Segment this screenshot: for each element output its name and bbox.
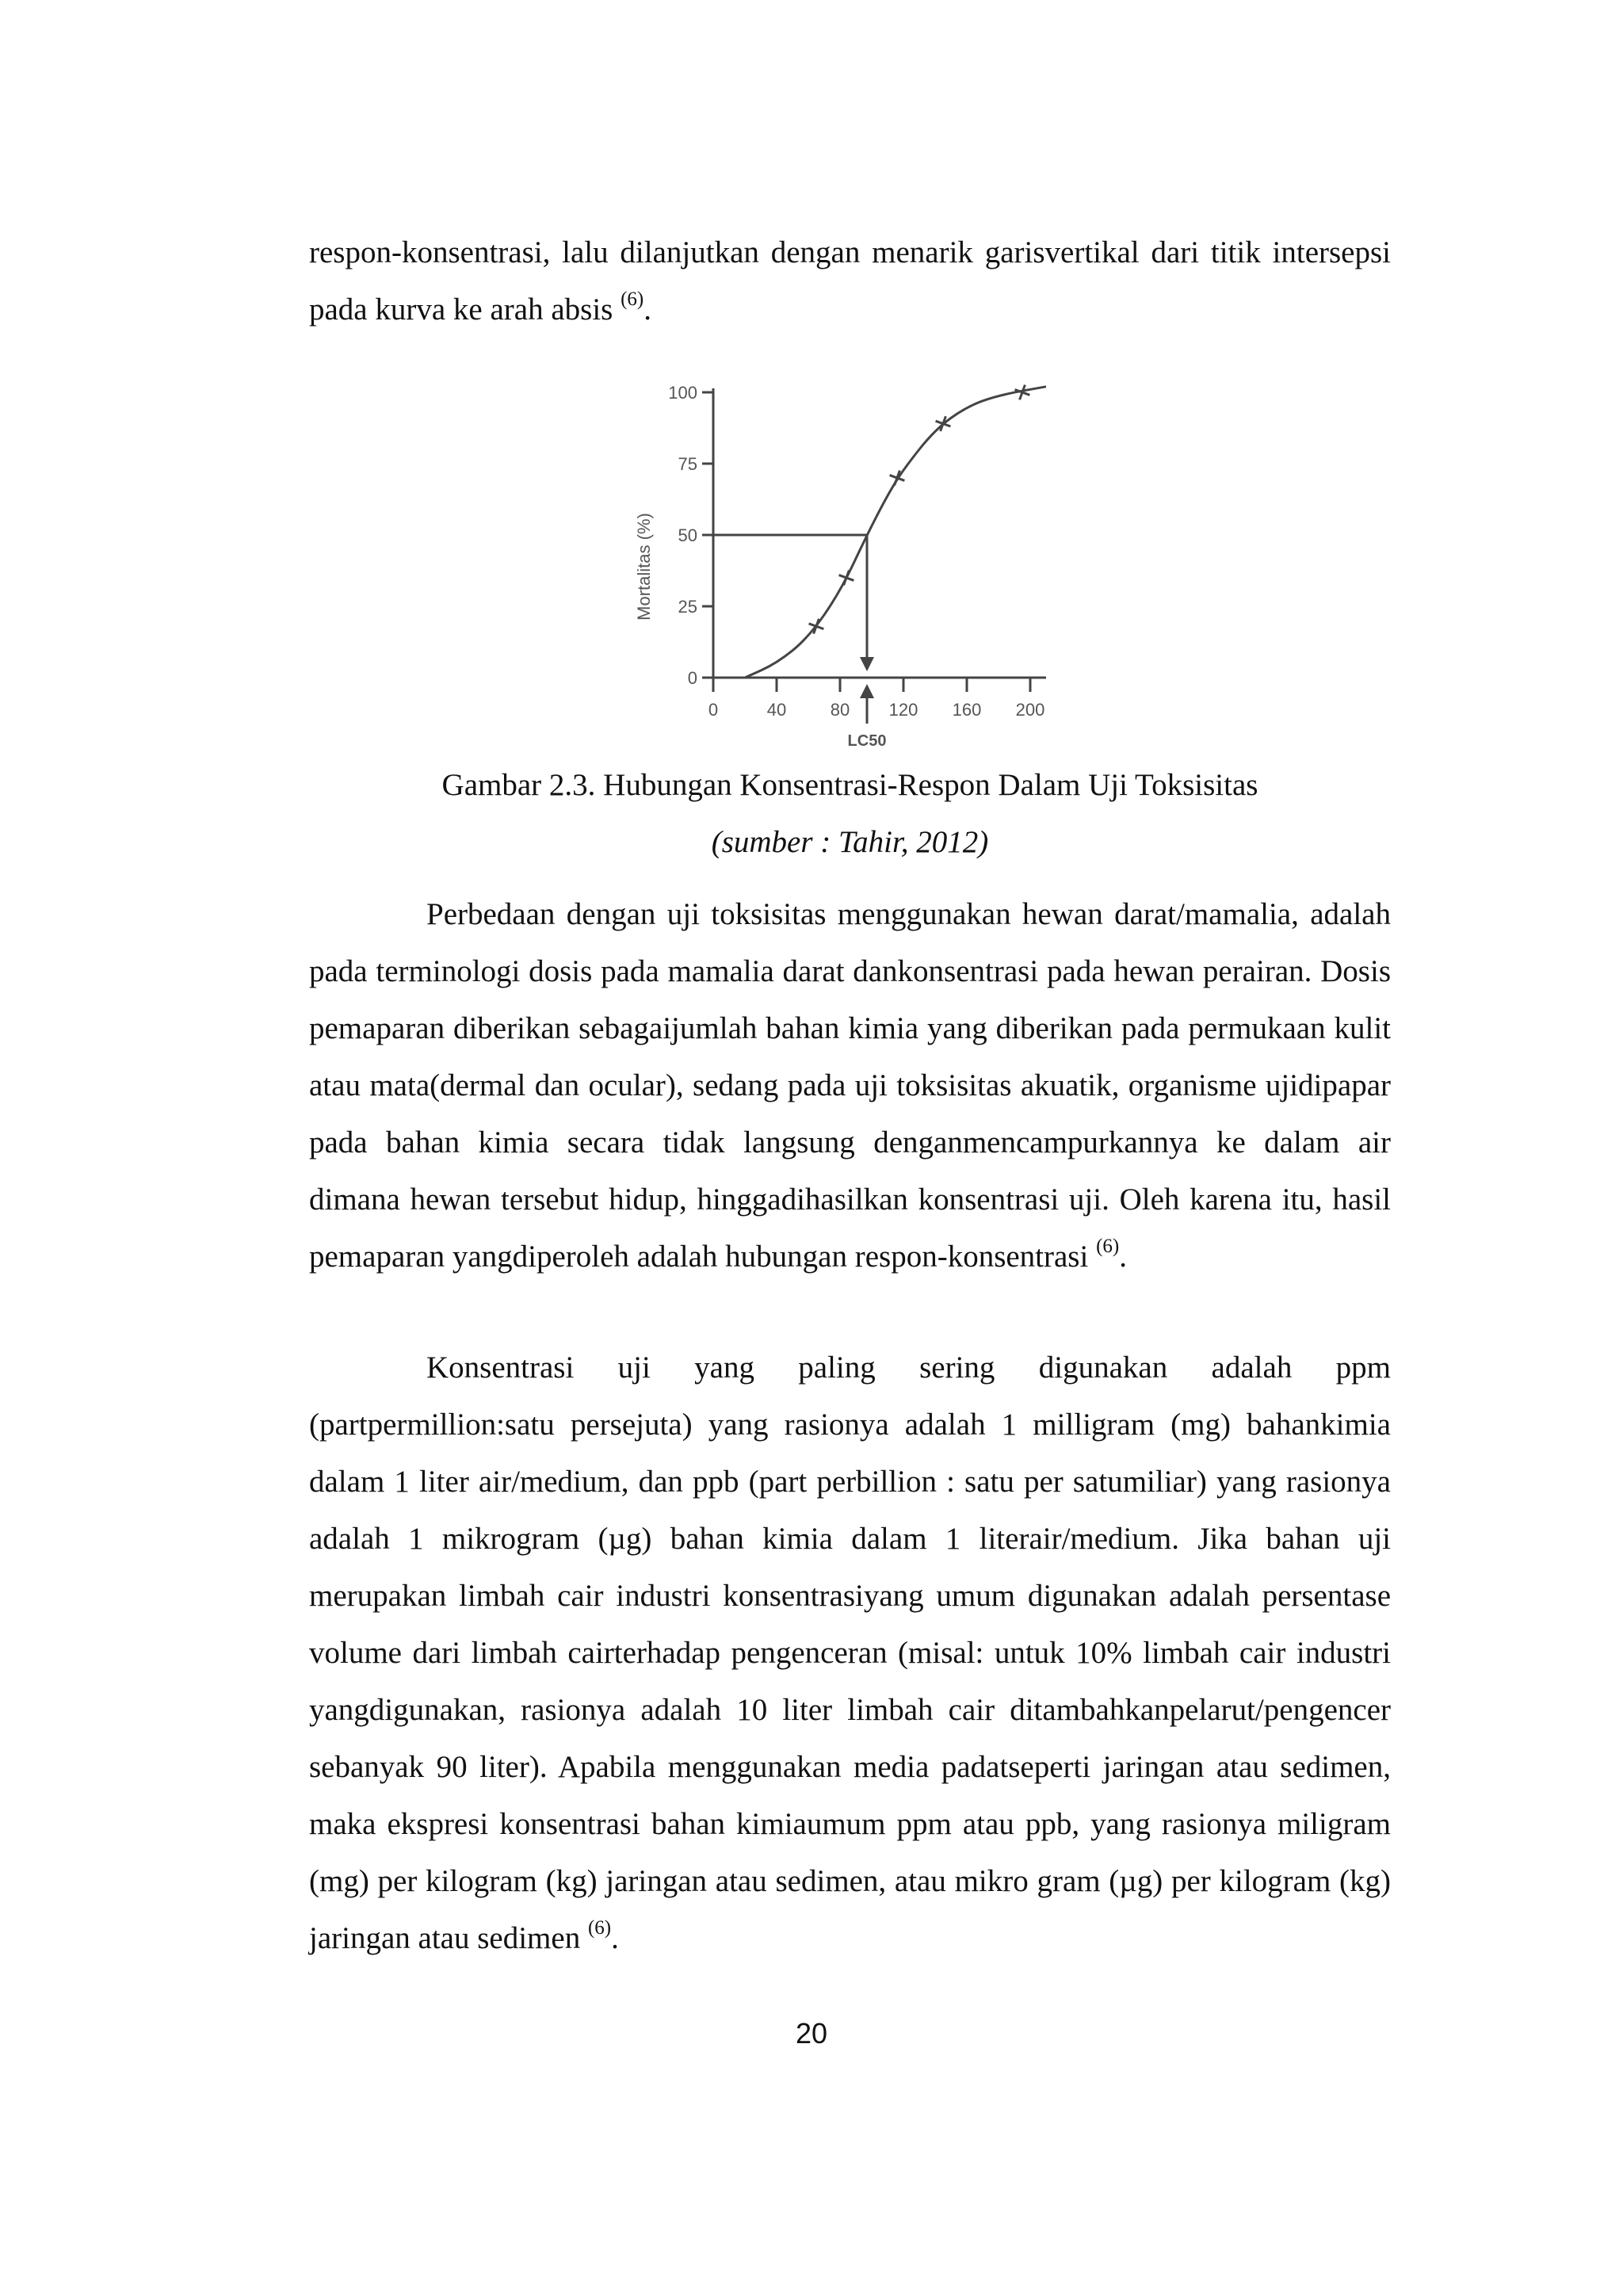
figure-caption: Gambar 2.3. Hubungan Konsentrasi-Respon Dalam Uji Toksisitas	[441, 768, 1258, 802]
intro-period: .	[643, 292, 651, 327]
x-tick-label: 40	[766, 700, 787, 720]
paragraph-2-citation: (6)	[587, 1917, 612, 1939]
paragraph-1-period: .	[1119, 1240, 1127, 1274]
lc50-down-arrow	[860, 657, 874, 671]
dose-response-chart	[602, 361, 1078, 757]
y-axis-label: Mortalitas (%)	[634, 513, 654, 621]
response-curve	[745, 387, 1046, 678]
data-point-marker	[836, 567, 857, 588]
y-tick-label: 100	[668, 383, 697, 403]
y-tick-label: 50	[678, 525, 697, 545]
x-tick-label: 120	[888, 700, 918, 720]
y-tick-label: 0	[687, 668, 697, 688]
paragraph-2-period: .	[611, 1921, 619, 1955]
paragraph-1-text: Perbedaan dengan uji toksisitas menggunakan hewan darat/mamalia, adalah pada terminologi dosis pada mamalia darat dankonsentrasi pada hewan perairan. Dosis pemaparan diberikan sebagaijumlah bahan kimia yang diberikan pada permukaan kulit atau mata(dermal dan ocular), sedang pada uji toksisitas akuatik, organisme ujidipapar pada bahan kimia secara tidak langsung denganmencampurkannya ke dalam air dimana hewan tersebut hidup, hinggadihasilkan konsentrasi uji. Oleh karena itu, hasil pemaparan yangdiperoleh adalah hubungan respon-konsentrasi	[309, 897, 1391, 1274]
figure-source: (sumber : Tahir, 2012)	[711, 825, 989, 859]
intro-text: respon-konsentrasi, lalu dilanjutkan dengan menarik garisvertikal dari titik intersepsi pada kurva ke arah absis	[309, 235, 1391, 327]
paragraph-2-text: Konsentrasi uji yang paling sering digunakan adalah ppm (partpermillion:satu persejuta) yang rasionya adalah 1 milligram (mg) bahankimia dalam 1 liter air/medium, dan ppb (part perbillion : satu per satumiliar) yang rasionya adalah 1 mikrogram (µg) bahan kimia dalam 1 literair/medium. Jika bahan uji merupakan limbah cair industri konsentrasiyang umum digunakan adalah persentase volume dari limbah cairterhadap pengenceran (misal: untuk 10% limbah cair industri yangdigunakan, rasionya adalah 10 liter limbah cair ditambahkanpelarut/pengencer sebanyak 90 liter). Apabila menggunakan media padatseperti jaringan atau sedimen, maka ekspresi konsentrasi bahan kimiaumum ppm atau ppb, yang rasionya miligram (mg) per kilogram (kg) jaringan atau sedimen, atau mikro gram (µg) per kilogram (kg) jaringan atau sedimen	[309, 1350, 1391, 1955]
x-tick-label: 80	[830, 700, 850, 720]
x-tick-label: 160	[952, 700, 982, 720]
page-number: 20	[795, 2017, 828, 2050]
body-paragraph-2	[309, 1339, 1391, 1967]
body-paragraph-1	[309, 886, 1391, 1286]
intro-citation: (6)	[621, 288, 644, 310]
y-tick-label: 25	[678, 597, 697, 617]
lc50-label: LC50	[847, 732, 887, 750]
intro-paragraph	[309, 224, 1391, 338]
paragraph-1-citation: (6)	[1096, 1236, 1120, 1257]
x-tick-label: 0	[708, 700, 719, 720]
y-tick-label: 75	[678, 454, 697, 474]
lc50-up-arrow	[860, 684, 874, 698]
x-tick-label: 200	[1015, 700, 1045, 720]
